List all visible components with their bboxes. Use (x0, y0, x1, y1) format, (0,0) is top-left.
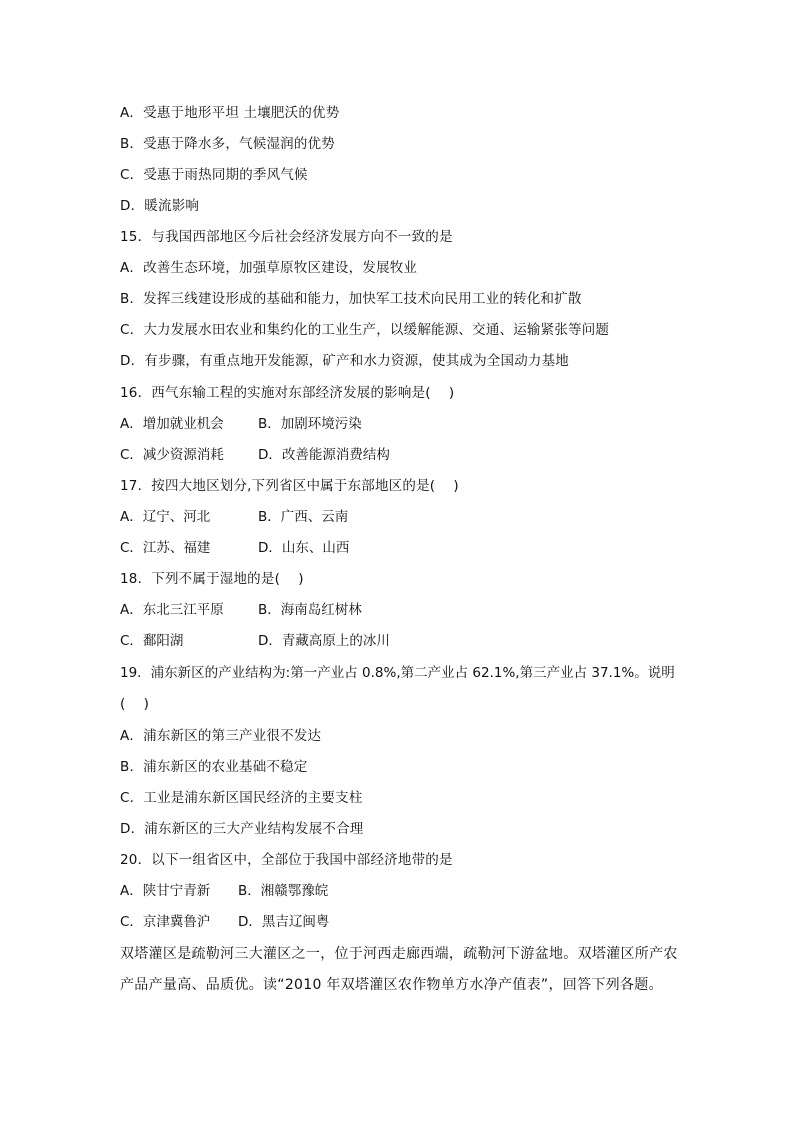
option-c: C．受惠于雨热同期的季风气候 (120, 167, 308, 183)
question-16-option-d: D．改善能源消费结构 (258, 447, 390, 463)
question-18-options-row-2 (120, 632, 390, 650)
question-19-answer-paren: ( ) (120, 696, 150, 712)
question-17-option-d: D．山东、山西 (258, 540, 350, 556)
question-18-option-b: B．海南岛红树林 (258, 602, 362, 618)
question-20-options-row-2 (120, 913, 330, 931)
question-15-option-c: C．大力发展水田农业和集约化的工业生产，以缓解能源、交通、运输紧张等问题 (120, 322, 610, 338)
question-15: 15．与我国西部地区今后社会经济发展方向不一致的是 (120, 229, 453, 245)
question-17-options-row-2 (120, 539, 350, 557)
option-d: D．暖流影响 (120, 198, 200, 214)
reading-paragraph: 双塔灌区是疏勒河三大灌区之一，位于河西走廊西端，疏勒河下游盆地。双塔灌区所产农产品产量高、品质优。读“2010 年双塔灌区农作物单方水净产值表”，回答下列各题。 (120, 946, 678, 993)
question-19-option-d: D．浦东新区的三大产业结构发展不合理 (120, 821, 364, 837)
question-17: 17．按四大地区划分,下列省区中属于东部地区的是( ) (120, 478, 459, 494)
question-18-option-d: D．青藏高原上的冰川 (258, 633, 390, 649)
question-19-option-a: A．浦东新区的第三产业很不发达 (120, 728, 322, 744)
question-18-option-a: A．东北三江平原 (120, 602, 224, 618)
question-19: 19．浦东新区的产业结构为:第一产业占 0.8%,第二产业占 62.1%,第三产业占 37.1%。说明 (120, 665, 675, 681)
question-18-option-c: C．鄱阳湖 (120, 633, 184, 649)
question-20-option-c: C．京津冀鲁沪 (120, 914, 211, 930)
question-16-option-b: B．加剧环境污染 (258, 416, 362, 432)
question-16: 16．西气东输工程的实施对东部经济发展的影响是( ) (120, 385, 455, 401)
question-19-option-b: B．浦东新区的农业基础不稳定 (120, 759, 308, 775)
question-18-options-row-1 (120, 601, 362, 619)
question-20-option-b: B．湘赣鄂豫皖 (238, 883, 329, 899)
question-15-option-a: A．改善生态环境，加强草原牧区建设，发展牧业 (120, 260, 418, 276)
question-16-option-c: C．减少资源消耗 (120, 447, 224, 463)
question-20-option-d: D．黑吉辽闽粤 (238, 914, 330, 930)
question-17-option-a: A．辽宁、河北 (120, 509, 211, 525)
question-18: 18．下列不属于湿地的是( ) (120, 571, 304, 587)
question-17-options-row-1 (120, 508, 349, 526)
question-15-option-d: D．有步骤，有重点地开发能源，矿产和水力资源，使其成为全国动力基地 (120, 353, 569, 369)
question-20-options-row-1 (120, 882, 329, 900)
question-16-options-row-1 (120, 415, 362, 433)
question-20-option-a: A．陕甘宁青新 (120, 883, 211, 899)
option-a: A．受惠于地形平坦 土壤肥沃的优势 (120, 105, 340, 121)
question-17-option-c: C．江苏、福建 (120, 540, 211, 556)
question-16-option-a: A．增加就业机会 (120, 416, 224, 432)
question-15-option-b: B．发挥三线建设形成的基础和能力，加快军工技术向民用工业的转化和扩散 (120, 291, 582, 307)
question-16-options-row-2 (120, 446, 390, 464)
question-17-option-b: B．广西、云南 (258, 509, 349, 525)
question-20: 20．以下一组省区中，全部位于我国中部经济地带的是 (120, 852, 453, 868)
question-19-option-c: C．工业是浦东新区国民经济的主要支柱 (120, 790, 363, 806)
option-b: B．受惠于降水多，气候湿润的优势 (120, 136, 335, 152)
